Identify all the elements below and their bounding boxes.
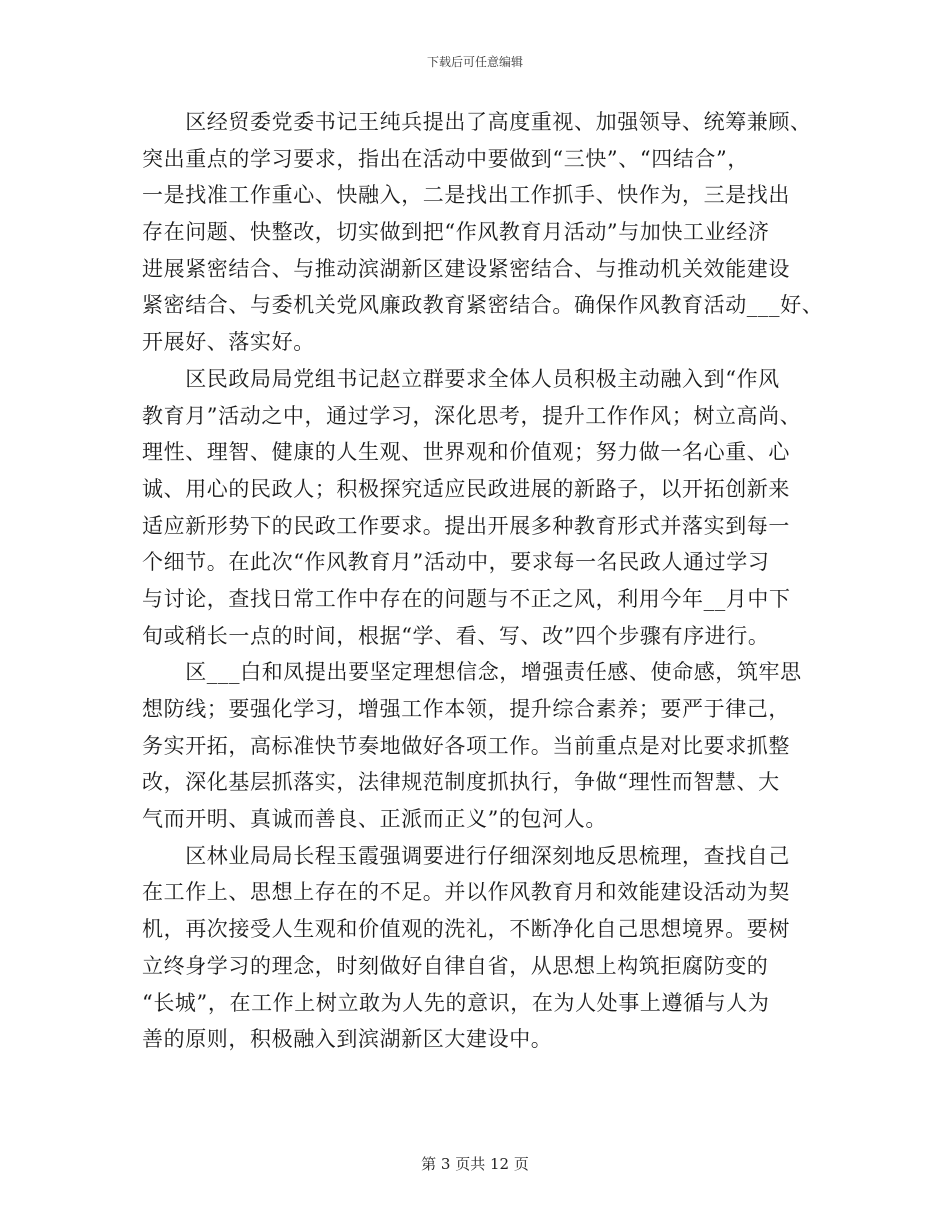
text-line: 与讨论，查找日常工作中存在的问题与不正之风，利用今年__月中下 bbox=[142, 586, 791, 611]
text-line: 个细节。在此次“作风教育月”活动中，要求每一名民政人通过学习 bbox=[142, 550, 770, 575]
paragraph-4 bbox=[142, 838, 818, 1058]
paragraph-1 bbox=[142, 104, 824, 361]
document-body bbox=[142, 104, 824, 1058]
text-line: 适应新形势下的民政工作要求。提出开展多种教育形式并落实到每一 bbox=[142, 513, 790, 538]
text-line: “长城”，在工作上树立敢为人先的意识，在为人处事上遵循与人为 bbox=[142, 990, 770, 1015]
text-line: 立终身学习的理念，时刻做好自律自省，从思想上构筑拒腐防变的 bbox=[142, 953, 769, 978]
text-line: 区民政局局党组书记赵立群要求全体人员积极主动融入到“作风 bbox=[142, 366, 780, 391]
text-line: 存在问题、快整改，切实做到把“作风教育月活动”与加快工业经济 bbox=[142, 220, 770, 245]
text-line: 在工作上、思想上存在的不足。并以作风教育月和效能建设活动为契 bbox=[142, 880, 790, 905]
text-line: 旬或稍长一点的时间，根据“学、看、写、改”四个步骤有序进行。 bbox=[142, 623, 770, 648]
text-line: 机，再次接受人生观和价值观的洗礼，不断净化自己思想境界。要树 bbox=[142, 917, 790, 942]
text-line: 想防线；要强化学习，增强工作本领，提升综合素养；要严于律己， bbox=[142, 697, 790, 721]
text-line: 区林业局局长程玉霞强调要进行仔细深刻地反思梳理，查找自己 bbox=[142, 843, 790, 868]
text-line: 一是找准工作重心、快融入，二是找出工作抓手、快作为，三是找出 bbox=[142, 183, 790, 208]
text-line: 理性、理智、健康的人生观、世界观和价值观；努力做一名心重、心 bbox=[142, 440, 790, 465]
text-line: 区___白和凤提出要坚定理想信念，增强责任感、使命感，筑牢思 bbox=[142, 660, 802, 685]
paragraph-2 bbox=[142, 361, 818, 655]
text-line: 气而开明、真诚而善良、正派而正义”的包河人。 bbox=[142, 807, 607, 832]
text-line: 突出重点的学习要求，指出在活动中要做到“三快”、“四结合”， bbox=[142, 146, 749, 171]
text-line: 善的原则，积极融入到滨湖新区大建设中。 bbox=[142, 1027, 553, 1052]
text-line: 诚、用心的民政人；积极探究适应民政进展的新路子，以开拓创新来 bbox=[142, 476, 790, 501]
text-line: 紧密结合、与委机关党风廉政教育紧密结合。确保作风教育活动___好、 bbox=[142, 293, 824, 318]
paragraph-3 bbox=[142, 654, 818, 837]
page-number: 第 3 页共 12 页 bbox=[421, 1155, 529, 1173]
text-line: 教育月”活动之中，通过学习，深化思考，提升工作作风；树立高尚、 bbox=[142, 403, 802, 428]
header-note: 下载后可任意编辑 bbox=[426, 55, 523, 69]
text-line: 进展紧密结合、与推动滨湖新区建设紧密结合、与推动机关效能建设 bbox=[142, 256, 790, 281]
text-line: 改，深化基层抓落实，法律规范制度抓执行，争做“理性而智慧、大 bbox=[142, 770, 780, 795]
text-line: 务实开拓，高标准快节奏地做好各项工作。当前重点是对比要求抓整 bbox=[142, 733, 790, 758]
text-line: 区经贸委党委书记王纯兵提出了高度重视、加强领导、统筹兼顾、 bbox=[142, 110, 812, 134]
text-line: 开展好、落实好。 bbox=[142, 330, 315, 355]
